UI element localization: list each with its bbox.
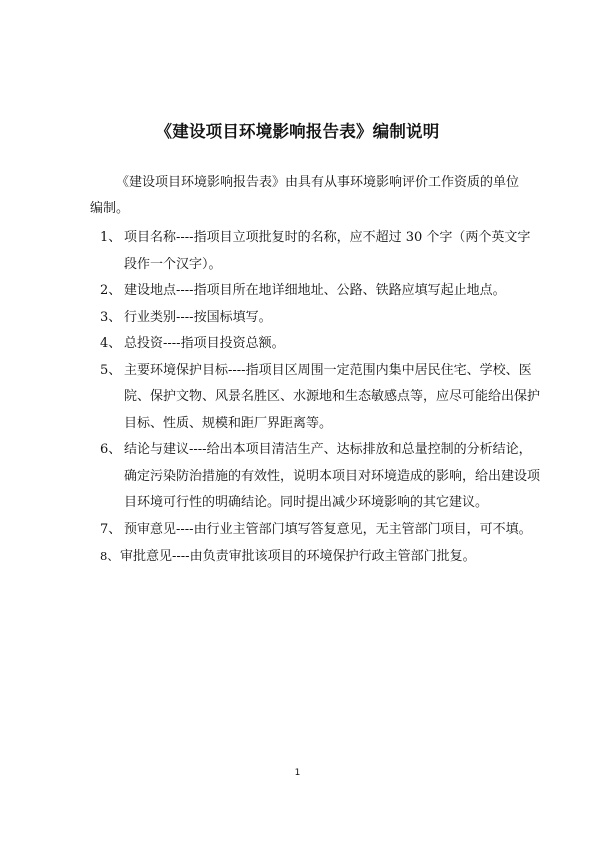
- item-text: 项目名称----指项目立项批复时的名称，应不超过 30 个字（两个英文字段作一个汉字）。: [124, 230, 531, 272]
- item-text: 审批意见----由负责审批该项目的环境保护行政主管部门批复。: [120, 549, 476, 564]
- item-number: 7、: [100, 521, 122, 537]
- item-number: 6、: [100, 442, 122, 457]
- document-title: 《建设项目环境影响报告表》编制说明: [155, 122, 440, 141]
- item-number: 2、: [100, 283, 122, 298]
- page-number: 1: [294, 768, 301, 778]
- item-text: 行业类别----按国标填写。: [124, 309, 272, 325]
- list-item: [100, 358, 540, 438]
- item-text: 总投资----指项目投资总额。: [124, 336, 285, 351]
- list-item: [100, 437, 540, 517]
- item-number: 8、: [100, 549, 119, 563]
- list-item: [100, 543, 540, 571]
- list-item: [100, 278, 540, 305]
- item-number: 4、: [100, 336, 122, 351]
- item-text: 主要环境保护目标----指项目区周围一定范围内集中居民住宅、学校、医院、保护文物、风景名胜区、水源地和生态敏感点等，应尽可能给出保护目标、性质、规模和距厂界距离等。: [124, 362, 541, 431]
- list-item: [100, 305, 540, 332]
- item-number: 5、: [100, 362, 122, 378]
- item-number: 3、: [100, 309, 122, 325]
- item-text: 结论与建议----给出本项目清洁生产、达标排放和总量控制的分析结论，确定污染防治措施的有效性，说明本项目对环境造成的影响，给出建设项目环境可行性的明确结论。同时提出减少环境影响的其它建议。: [124, 442, 541, 510]
- instruction-list: [100, 225, 540, 571]
- intro-paragraph: 《建设项目环境影响报告表》由具有从事环境影响评价工作资质的单位编制。: [90, 175, 520, 216]
- item-text: 建设地点----指项目所在地详细地址、公路、铁路应填写起止地点。: [124, 283, 506, 298]
- list-item: [100, 225, 540, 278]
- list-item: [100, 331, 540, 358]
- item-text: 预审意见----由行业主管部门填写答复意见，无主管部门项目，可不填。: [124, 521, 532, 537]
- item-number: 1、: [100, 230, 122, 245]
- list-item: [100, 517, 540, 544]
